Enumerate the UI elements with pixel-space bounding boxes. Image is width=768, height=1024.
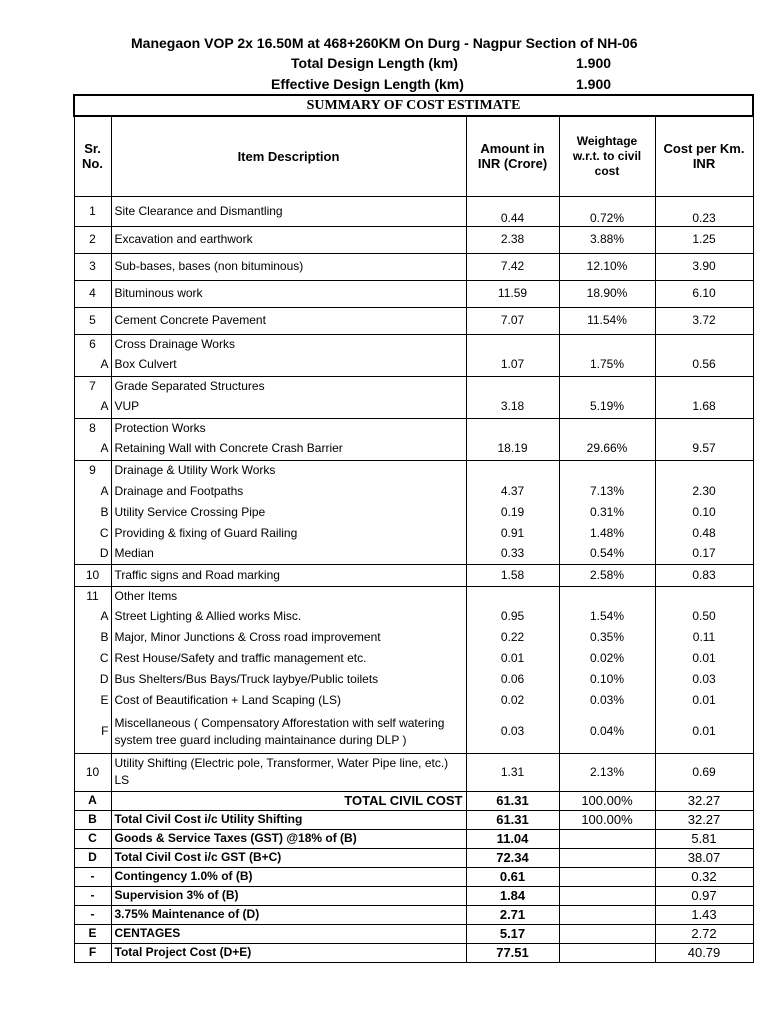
cost-summary-table — [73, 94, 754, 963]
table-title: SUMMARY OF COST ESTIMATE — [74, 95, 753, 116]
weightage: 0.10% — [559, 669, 655, 690]
summary-sr: - — [74, 867, 111, 886]
summary-amount: 11.04 — [466, 829, 559, 848]
summary-row — [74, 867, 753, 886]
summary-weightage: 100.00% — [559, 791, 655, 810]
sr-no: 11 — [74, 586, 111, 606]
item-description: Retaining Wall with Concrete Crash Barrier — [111, 438, 466, 460]
sr-no: 2 — [74, 226, 111, 253]
sr-no: D — [74, 544, 111, 564]
cost-per-km: 0.10 — [655, 502, 753, 522]
summary-amount: 0.61 — [466, 867, 559, 886]
table-row — [74, 460, 753, 480]
summary-description: CENTAGES — [111, 924, 466, 943]
sr-no: 3 — [74, 253, 111, 280]
summary-cost-per-km: 0.32 — [655, 867, 753, 886]
table-row — [74, 280, 753, 307]
item-description: Major, Minor Junctions & Cross road improvement — [111, 627, 466, 648]
cost-per-km: 1.68 — [655, 396, 753, 418]
amount: 0.44 — [466, 196, 559, 226]
sr-no: 4 — [74, 280, 111, 307]
item-description: Cement Concrete Pavement — [111, 307, 466, 334]
weightage: 7.13% — [559, 480, 655, 502]
sr-no: C — [74, 522, 111, 544]
col-header-amount: Amount in INR (Crore) — [466, 116, 559, 196]
summary-description: Contingency 1.0% of (B) — [111, 867, 466, 886]
table-row — [74, 564, 753, 586]
sr-no: E — [74, 690, 111, 711]
summary-weightage: 100.00% — [559, 810, 655, 829]
table-row — [74, 226, 753, 253]
summary-row — [74, 810, 753, 829]
col-header-item-description: Item Description — [111, 116, 466, 196]
summary-cost-per-km: 32.27 — [655, 791, 753, 810]
weightage: 29.66% — [559, 438, 655, 460]
cost-per-km: 0.48 — [655, 522, 753, 544]
effective-design-length-label: Effective Design Length (km) — [271, 76, 464, 92]
amount: 0.06 — [466, 669, 559, 690]
table-row — [74, 690, 753, 711]
summary-sr: - — [74, 905, 111, 924]
project-title: Manegaon VOP 2x 16.50M at 468+260KM On Durg - Nagpur Section of NH-06 — [131, 35, 638, 51]
summary-weightage — [559, 848, 655, 867]
summary-amount: 5.17 — [466, 924, 559, 943]
summary-description: 3.75% Maintenance of (D) — [111, 905, 466, 924]
cost-per-km: 2.30 — [655, 480, 753, 502]
sr-no: 5 — [74, 307, 111, 334]
summary-row — [74, 791, 753, 810]
summary-amount: 61.31 — [466, 791, 559, 810]
summary-amount: 2.71 — [466, 905, 559, 924]
weightage: 18.90% — [559, 280, 655, 307]
cost-per-km: 1.25 — [655, 226, 753, 253]
item-description: Excavation and earthwork — [111, 226, 466, 253]
item-description: Bus Shelters/Bus Bays/Truck laybye/Public toilets — [111, 669, 466, 690]
amount — [466, 376, 559, 396]
amount: 0.33 — [466, 544, 559, 564]
amount — [466, 586, 559, 606]
weightage: 2.13% — [559, 753, 655, 791]
weightage — [559, 418, 655, 438]
amount: 0.03 — [466, 711, 559, 753]
summary-cost-per-km: 1.43 — [655, 905, 753, 924]
amount: 0.22 — [466, 627, 559, 648]
summary-amount: 1.84 — [466, 886, 559, 905]
weightage: 12.10% — [559, 253, 655, 280]
summary-amount: 61.31 — [466, 810, 559, 829]
table-row — [74, 711, 753, 753]
weightage: 3.88% — [559, 226, 655, 253]
item-description: Cost of Beautification + Land Scaping (LS) — [111, 690, 466, 711]
amount: 0.02 — [466, 690, 559, 711]
amount: 1.31 — [466, 753, 559, 791]
amount: 3.18 — [466, 396, 559, 418]
summary-sr: A — [74, 791, 111, 810]
item-description: Rest House/Safety and traffic management etc. — [111, 648, 466, 669]
summary-cost-per-km: 5.81 — [655, 829, 753, 848]
sr-no: A — [74, 396, 111, 418]
sr-no: A — [74, 354, 111, 376]
sr-no: 10 — [74, 564, 111, 586]
item-description: Cross Drainage Works — [111, 334, 466, 354]
cost-per-km: 0.50 — [655, 606, 753, 627]
sr-no: 9 — [74, 460, 111, 480]
amount: 0.95 — [466, 606, 559, 627]
weightage — [559, 586, 655, 606]
cost-per-km: 6.10 — [655, 280, 753, 307]
sr-no: A — [74, 606, 111, 627]
weightage: 0.04% — [559, 711, 655, 753]
summary-row — [74, 886, 753, 905]
summary-cost-per-km: 0.97 — [655, 886, 753, 905]
table-row — [74, 334, 753, 354]
summary-sr: D — [74, 848, 111, 867]
summary-cost-per-km: 38.07 — [655, 848, 753, 867]
cost-per-km: 3.72 — [655, 307, 753, 334]
item-description: Grade Separated Structures — [111, 376, 466, 396]
item-description: Sub-bases, bases (non bituminous) — [111, 253, 466, 280]
sr-no: 6 — [74, 334, 111, 354]
summary-description: Goods & Service Taxes (GST) @18% of (B) — [111, 829, 466, 848]
amount: 7.42 — [466, 253, 559, 280]
weightage: 2.58% — [559, 564, 655, 586]
table-row — [74, 648, 753, 669]
cost-per-km: 0.23 — [655, 196, 753, 226]
weightage: 11.54% — [559, 307, 655, 334]
summary-amount: 77.51 — [466, 943, 559, 962]
summary-cost-per-km: 2.72 — [655, 924, 753, 943]
sr-no: 7 — [74, 376, 111, 396]
weightage: 0.31% — [559, 502, 655, 522]
amount — [466, 418, 559, 438]
item-description: Utility Shifting (Electric pole, Transformer, Water Pipe line, etc.) LS — [111, 753, 466, 791]
amount: 2.38 — [466, 226, 559, 253]
cost-per-km — [655, 334, 753, 354]
item-description: Median — [111, 544, 466, 564]
table-row — [74, 669, 753, 690]
amount — [466, 460, 559, 480]
item-description: Other Items — [111, 586, 466, 606]
summary-row — [74, 905, 753, 924]
weightage: 1.75% — [559, 354, 655, 376]
cost-per-km: 0.17 — [655, 544, 753, 564]
weightage: 1.54% — [559, 606, 655, 627]
item-description: Providing & fixing of Guard Railing — [111, 522, 466, 544]
summary-weightage — [559, 867, 655, 886]
summary-weightage — [559, 829, 655, 848]
sr-no: 10 — [74, 753, 111, 791]
table-row — [74, 522, 753, 544]
amount: 1.07 — [466, 354, 559, 376]
summary-weightage — [559, 886, 655, 905]
table-row — [74, 753, 753, 791]
summary-description: TOTAL CIVIL COST — [111, 791, 466, 810]
summary-sr: E — [74, 924, 111, 943]
weightage — [559, 460, 655, 480]
cost-per-km — [655, 376, 753, 396]
amount: 11.59 — [466, 280, 559, 307]
cost-per-km: 0.01 — [655, 711, 753, 753]
table-row — [74, 586, 753, 606]
item-description: Protection Works — [111, 418, 466, 438]
item-description: Bituminous work — [111, 280, 466, 307]
item-description: Miscellaneous ( Compensatory Afforestation with self watering system tree guard including maintainance during DLP ) — [111, 711, 466, 753]
table-row — [74, 253, 753, 280]
amount: 18.19 — [466, 438, 559, 460]
weightage: 0.54% — [559, 544, 655, 564]
sr-no: A — [74, 438, 111, 460]
item-description: VUP — [111, 396, 466, 418]
col-header-sr-no: Sr. No. — [74, 116, 111, 196]
summary-sr: F — [74, 943, 111, 962]
cost-per-km: 0.83 — [655, 564, 753, 586]
weightage: 0.03% — [559, 690, 655, 711]
sr-no: 8 — [74, 418, 111, 438]
item-description: Utility Service Crossing Pipe — [111, 502, 466, 522]
cost-per-km: 0.56 — [655, 354, 753, 376]
table-row — [74, 376, 753, 396]
sr-no: D — [74, 669, 111, 690]
amount: 4.37 — [466, 480, 559, 502]
summary-row — [74, 848, 753, 867]
summary-description: Total Project Cost (D+E) — [111, 943, 466, 962]
total-design-length-label: Total Design Length (km) — [291, 55, 458, 71]
table-row — [74, 480, 753, 502]
amount — [466, 334, 559, 354]
sr-no: A — [74, 480, 111, 502]
summary-cost-per-km: 32.27 — [655, 810, 753, 829]
table-row — [74, 354, 753, 376]
weightage: 0.35% — [559, 627, 655, 648]
table-row — [74, 627, 753, 648]
cost-per-km: 9.57 — [655, 438, 753, 460]
col-header-cost-per-km: Cost per Km. INR — [655, 116, 753, 196]
cost-per-km — [655, 586, 753, 606]
table-row — [74, 418, 753, 438]
summary-weightage — [559, 924, 655, 943]
sr-no: 1 — [74, 196, 111, 226]
amount: 1.58 — [466, 564, 559, 586]
amount: 0.91 — [466, 522, 559, 544]
table-row — [74, 544, 753, 564]
table-row — [74, 502, 753, 522]
cost-per-km: 0.03 — [655, 669, 753, 690]
summary-sr: - — [74, 886, 111, 905]
summary-row — [74, 943, 753, 962]
sr-no: B — [74, 502, 111, 522]
summary-sr: B — [74, 810, 111, 829]
table-row — [74, 196, 753, 226]
summary-description: Total Civil Cost i/c Utility Shifting — [111, 810, 466, 829]
sr-no: C — [74, 648, 111, 669]
weightage — [559, 376, 655, 396]
summary-weightage — [559, 905, 655, 924]
amount: 0.19 — [466, 502, 559, 522]
cost-per-km: 0.01 — [655, 690, 753, 711]
item-description: Drainage & Utility Work Works — [111, 460, 466, 480]
table-row — [74, 438, 753, 460]
table-row — [74, 396, 753, 418]
summary-amount: 72.34 — [466, 848, 559, 867]
amount: 0.01 — [466, 648, 559, 669]
summary-cost-per-km: 40.79 — [655, 943, 753, 962]
table-row — [74, 307, 753, 334]
cost-per-km: 3.90 — [655, 253, 753, 280]
weightage: 5.19% — [559, 396, 655, 418]
item-description: Site Clearance and Dismantling — [111, 196, 466, 226]
item-description: Drainage and Footpaths — [111, 480, 466, 502]
cost-per-km: 0.11 — [655, 627, 753, 648]
weightage: 0.72% — [559, 196, 655, 226]
summary-description: Total Civil Cost i/c GST (B+C) — [111, 848, 466, 867]
weightage: 0.02% — [559, 648, 655, 669]
table-row — [74, 606, 753, 627]
weightage — [559, 334, 655, 354]
effective-design-length-value: 1.900 — [576, 76, 612, 92]
item-description: Traffic signs and Road marking — [111, 564, 466, 586]
cost-per-km — [655, 418, 753, 438]
summary-description: Supervision 3% of (B) — [111, 886, 466, 905]
item-description: Box Culvert — [111, 354, 466, 376]
sr-no: B — [74, 627, 111, 648]
summary-weightage — [559, 943, 655, 962]
cost-per-km — [655, 460, 753, 480]
summary-row — [74, 829, 753, 848]
cost-per-km: 0.01 — [655, 648, 753, 669]
weightage: 1.48% — [559, 522, 655, 544]
summary-row — [74, 924, 753, 943]
summary-sr: C — [74, 829, 111, 848]
col-header-weightage: Weightage w.r.t. to civil cost — [559, 116, 655, 196]
amount: 7.07 — [466, 307, 559, 334]
item-description: Street Lighting & Allied works Misc. — [111, 606, 466, 627]
total-design-length-value: 1.900 — [576, 55, 612, 71]
cost-per-km: 0.69 — [655, 753, 753, 791]
sr-no: F — [74, 711, 111, 753]
